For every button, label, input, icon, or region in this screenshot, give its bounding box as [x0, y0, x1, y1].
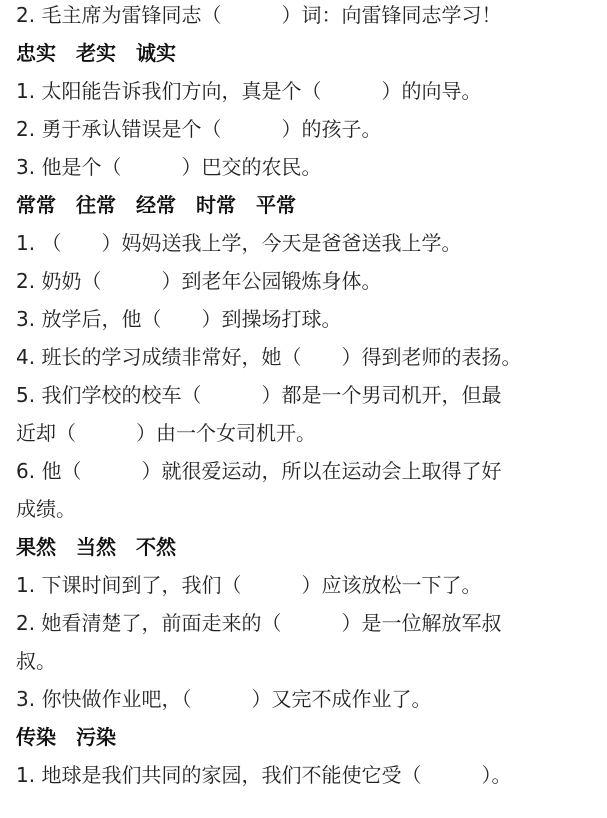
question-line: 3. 你快做作业吧，（ ）又完不成作业了。	[16, 687, 432, 711]
question-line: 1. 地球是我们共同的家园，我们不能使它受（ ）。	[16, 763, 512, 787]
question-line: 成绩。	[16, 497, 76, 521]
question-line: 3. 放学后，他（ ）到操场打球。	[16, 307, 342, 331]
question-line: 2. 她看清楚了，前面走来的（ ）是一位解放军叔	[16, 611, 502, 635]
question-line: 5. 我们学校的校车（ ）都是一个男司机开，但最	[16, 383, 502, 407]
question-line: 2. 勇于承认错误是个（ ）的孩子。	[16, 117, 382, 141]
question-line: 4. 班长的学习成绩非常好，她（ ）得到老师的表扬。	[16, 345, 522, 369]
question-line: 2. 毛主席为雷锋同志（ ）词：向雷锋同志学习！	[16, 3, 502, 27]
question-line: 1. 太阳能告诉我们方向，真是个（ ）的向导。	[16, 79, 482, 103]
question-line: 6. 他（ ）就很爱运动，所以在运动会上取得了好	[16, 459, 502, 483]
question-line: 1. （ ）妈妈送我上学，今天是爸爸送我上学。	[16, 231, 462, 255]
question-line: 3. 他是个（ ）巴交的农民。	[16, 155, 322, 179]
question-line: 1. 下课时间到了，我们（ ）应该放松一下了。	[16, 573, 482, 597]
word-group-header: 常常 往常 经常 时常 平常	[16, 193, 296, 217]
question-line: 2. 奶奶（ ）到老年公园锻炼身体。	[16, 269, 382, 293]
word-group-header: 传染 污染	[16, 725, 116, 749]
question-line: 叔。	[16, 649, 56, 673]
word-group-header: 果然 当然 不然	[16, 535, 176, 559]
question-line: 近却（ ）由一个女司机开。	[16, 421, 316, 445]
word-group-header: 忠实 老实 诚实	[16, 41, 176, 65]
